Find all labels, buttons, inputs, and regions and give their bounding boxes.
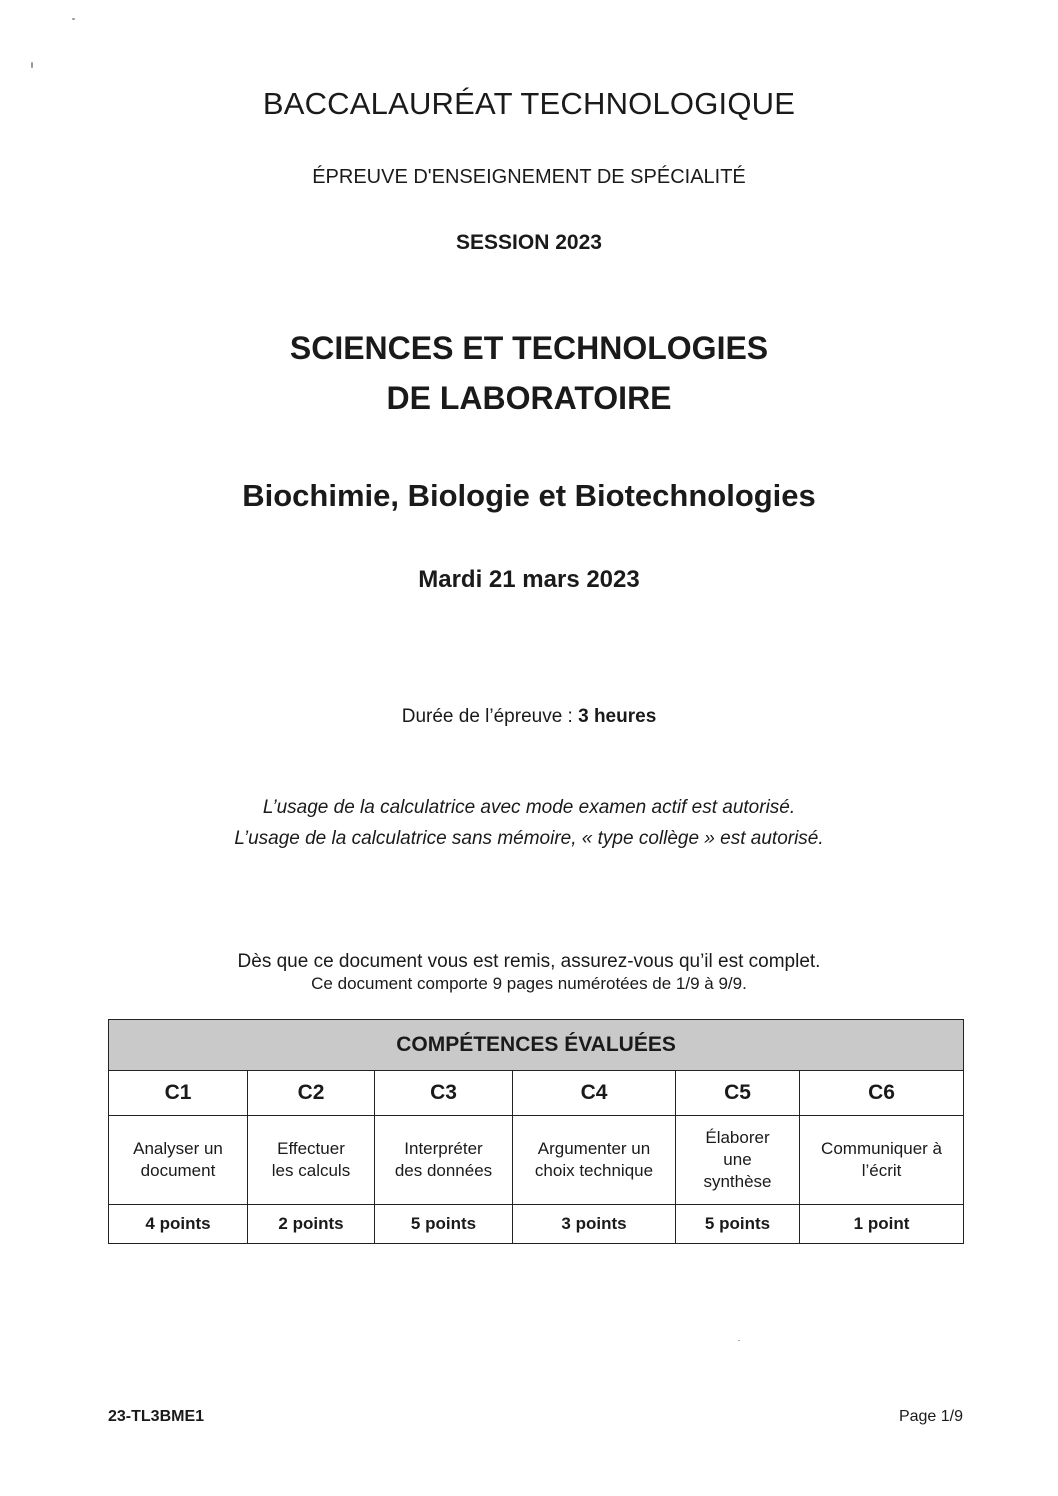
competence-points: 5 points — [676, 1205, 800, 1244]
competence-description: Analyser un document — [133, 1139, 223, 1180]
competence-description-cell — [513, 1116, 676, 1205]
calculator-rule-2: L’usage de la calculatrice sans mémoire, « type collège » est autorisé. — [234, 828, 824, 849]
calculator-rule-1: L’usage de la calculatrice avec mode examen actif est autorisé. — [262, 797, 796, 818]
duration-value: 3 heures — [578, 706, 657, 727]
competence-description: Élaborer une synthèse — [703, 1128, 772, 1191]
competence-description-row — [109, 1116, 964, 1205]
subject-title: Biochimie, Biologie et Biotechnologies — [242, 478, 816, 513]
competence-description-cell — [248, 1116, 375, 1205]
competence-points: 4 points — [109, 1205, 248, 1244]
competence-code: C3 — [375, 1071, 513, 1116]
competence-points: 2 points — [248, 1205, 375, 1244]
competences-table-title: COMPÉTENCES ÉVALUÉES — [109, 1020, 964, 1071]
exam-date: Mardi 21 mars 2023 — [418, 566, 640, 593]
competence-points-row — [109, 1205, 964, 1244]
exam-title: BACCALAURÉAT TECHNOLOGIQUE — [262, 86, 796, 121]
competence-description-cell — [375, 1116, 513, 1205]
competence-description: Effectuer les calculs — [271, 1139, 351, 1180]
exam-duration — [0, 706, 1058, 728]
competence-description: Communiquer à l’écrit — [821, 1139, 942, 1180]
competence-code: C5 — [676, 1071, 800, 1116]
competence-description-cell — [109, 1116, 248, 1205]
scan-speck — [738, 1340, 740, 1341]
competence-description-cell — [676, 1116, 800, 1205]
page-count-notice: Ce document comporte 9 pages numérotées de 1/9 à 9/9. — [311, 974, 747, 993]
competence-description: Interpréter des données — [394, 1139, 493, 1180]
competence-points: 1 point — [800, 1205, 964, 1244]
page-number: Page 1/9 — [898, 1408, 963, 1425]
competence-code: C6 — [800, 1071, 964, 1116]
series-title-line1: SCIENCES ET TECHNOLOGIES — [289, 330, 769, 366]
competence-code-row — [109, 1071, 964, 1116]
completeness-notice: Dès que ce document vous est remis, assurez-vous qu’il est complet. — [237, 951, 821, 972]
exam-type: ÉPREUVE D'ENSEIGNEMENT DE SPÉCIALITÉ — [312, 166, 746, 188]
competence-code: C4 — [513, 1071, 676, 1116]
competence-points: 3 points — [513, 1205, 676, 1244]
series-title-line2: DE LABORATOIRE — [386, 380, 672, 416]
session-label: SESSION 2023 — [456, 231, 602, 254]
competence-points: 5 points — [375, 1205, 513, 1244]
competence-description: Argumenter un choix technique — [534, 1139, 654, 1180]
competence-code: C2 — [248, 1071, 375, 1116]
scan-speck — [31, 62, 33, 68]
document-code: 23-TL3BME1 — [108, 1408, 205, 1425]
competences-table — [108, 1019, 964, 1244]
duration-label: Durée de l’épreuve : — [401, 706, 579, 727]
scan-speck — [72, 18, 75, 20]
competence-description-cell — [800, 1116, 964, 1205]
competence-code: C1 — [109, 1071, 248, 1116]
